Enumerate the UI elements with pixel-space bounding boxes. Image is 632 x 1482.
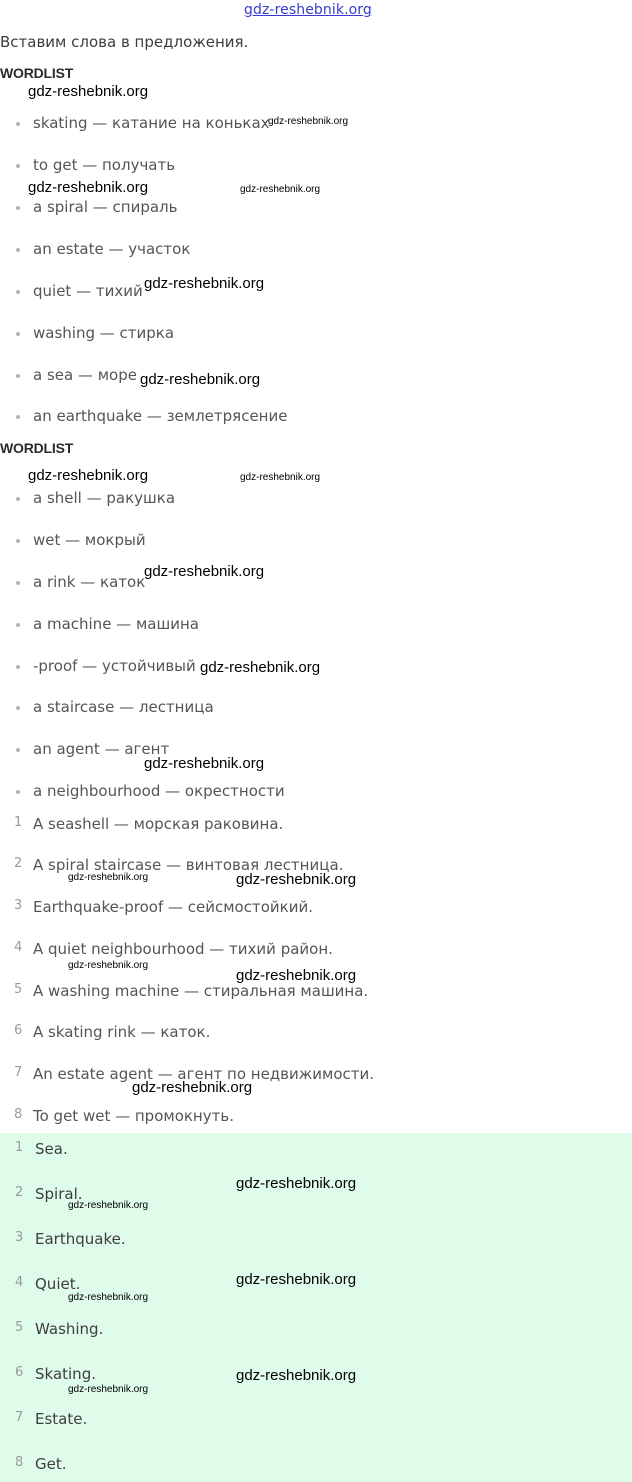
phrase-number: 4 — [14, 940, 23, 955]
answer-number: 2 — [15, 1185, 24, 1200]
phrase-text: A skating rink — каток. — [33, 1023, 211, 1041]
bullet-icon — [16, 206, 20, 210]
answer-text: Earthquake. — [35, 1230, 126, 1248]
watermark: gdz-reshebnik.org — [144, 755, 265, 772]
bullet-icon — [16, 332, 20, 336]
watermark: gdz-reshebnik.org — [28, 179, 149, 196]
phrase-number: 3 — [14, 898, 23, 913]
bullet-icon — [16, 539, 20, 543]
bullet-icon — [16, 248, 20, 252]
watermark: gdz-reshebnik.org — [28, 467, 149, 484]
phrase-number: 6 — [14, 1023, 23, 1038]
phrase-text: A spiral staircase — винтовая лестница. — [33, 856, 344, 874]
watermark: gdz-reshebnik.org — [236, 1367, 357, 1384]
answer-text: Quiet. — [35, 1275, 81, 1293]
watermark: gdz-reshebnik.org — [68, 1384, 149, 1395]
bullet-icon — [16, 415, 20, 419]
wordlist-item-text: quiet — тихий — [33, 282, 143, 300]
watermark: gdz-reshebnik.org — [236, 1175, 357, 1192]
phrase-number: 2 — [14, 856, 23, 871]
watermark: gdz-reshebnik.org — [140, 371, 261, 388]
answer-number: 6 — [15, 1365, 24, 1380]
intro-text: Вставим слова в предложения. — [0, 33, 249, 51]
watermark: gdz-reshebnik.org — [236, 967, 357, 984]
wordlist-item-text: a staircase — лестница — [33, 698, 214, 716]
wordlist-heading: WORDLIST — [0, 440, 74, 456]
bullet-icon — [16, 164, 20, 168]
answer-number: 7 — [15, 1410, 24, 1425]
watermark: gdz-reshebnik.org — [240, 184, 321, 195]
wordlist-item-text: to get — получать — [33, 156, 176, 174]
wordlist-item-text: an earthquake — землетрясение — [33, 407, 288, 425]
phrase-number: 7 — [14, 1065, 23, 1080]
bullet-icon — [16, 790, 20, 794]
watermark: gdz-reshebnik.org — [268, 116, 349, 127]
watermark: gdz-reshebnik.org — [240, 472, 321, 483]
wordlist-item-text: wet — мокрый — [33, 531, 146, 549]
answer-text: Get. — [35, 1455, 67, 1473]
phrase-number: 8 — [14, 1107, 23, 1122]
answer-text: Sea. — [35, 1140, 68, 1158]
answer-number: 5 — [15, 1320, 24, 1335]
bullet-icon — [16, 623, 20, 627]
wordlist-item-text: a sea — море — [33, 366, 137, 384]
phrase-text: A seashell — морская раковина. — [33, 815, 284, 833]
watermark: gdz-reshebnik.org — [144, 275, 265, 292]
phrase-number: 1 — [14, 815, 23, 830]
phrase-text: An estate agent — агент по недвижимости. — [33, 1065, 375, 1083]
bullet-icon — [16, 290, 20, 294]
site-header-link[interactable]: gdz-reshebnik.org — [244, 2, 372, 18]
bullet-icon — [16, 374, 20, 378]
watermark: gdz-reshebnik.org — [68, 1200, 149, 1211]
wordlist-item-text: -proof — устойчивый — [33, 657, 196, 675]
wordlist-item-text: a shell — ракушка — [33, 489, 176, 507]
answer-number: 1 — [15, 1140, 24, 1155]
watermark: gdz-reshebnik.org — [68, 1292, 149, 1303]
wordlist-item-text: a rink — каток — [33, 573, 146, 591]
bullet-icon — [16, 748, 20, 752]
wordlist-item-text: skating — катание на коньках — [33, 114, 270, 132]
watermark: gdz-reshebnik.org — [236, 871, 357, 888]
watermark: gdz-reshebnik.org — [28, 83, 149, 100]
phrase-text: Earthquake-proof — сейсмостойкий. — [33, 898, 313, 916]
watermark: gdz-reshebnik.org — [132, 1079, 253, 1096]
wordlist-item-text: a spiral — спираль — [33, 198, 178, 216]
watermark: gdz-reshebnik.org — [68, 960, 149, 971]
bullet-icon — [16, 581, 20, 585]
wordlist-item-text: a neighbourhood — окрестности — [33, 782, 285, 800]
answer-text: Washing. — [35, 1320, 104, 1338]
answer-text: Estate. — [35, 1410, 88, 1428]
phrase-number: 5 — [14, 982, 23, 997]
wordlist-item-text: washing — стирка — [33, 324, 175, 342]
watermark: gdz-reshebnik.org — [68, 872, 149, 883]
answer-text: Skating. — [35, 1365, 96, 1383]
bullet-icon — [16, 706, 20, 710]
answer-text: Spiral. — [35, 1185, 83, 1203]
answer-number: 8 — [15, 1455, 24, 1470]
phrase-text: A quiet neighbourhood — тихий район. — [33, 940, 333, 958]
watermark: gdz-reshebnik.org — [200, 659, 321, 676]
wordlist-heading: WORDLIST — [0, 65, 74, 81]
wordlist-item-text: a machine — машина — [33, 615, 199, 633]
watermark: gdz-reshebnik.org — [236, 1271, 357, 1288]
phrase-text: A washing machine — стиральная машина. — [33, 982, 369, 1000]
bullet-icon — [16, 497, 20, 501]
phrase-text: To get wet — промокнуть. — [33, 1107, 234, 1125]
wordlist-item-text: an agent — агент — [33, 740, 170, 758]
bullet-icon — [16, 122, 20, 126]
watermark: gdz-reshebnik.org — [144, 563, 265, 580]
wordlist-item-text: an estate — участок — [33, 240, 191, 258]
answer-number: 3 — [15, 1230, 24, 1245]
answer-number: 4 — [15, 1275, 24, 1290]
bullet-icon — [16, 665, 20, 669]
